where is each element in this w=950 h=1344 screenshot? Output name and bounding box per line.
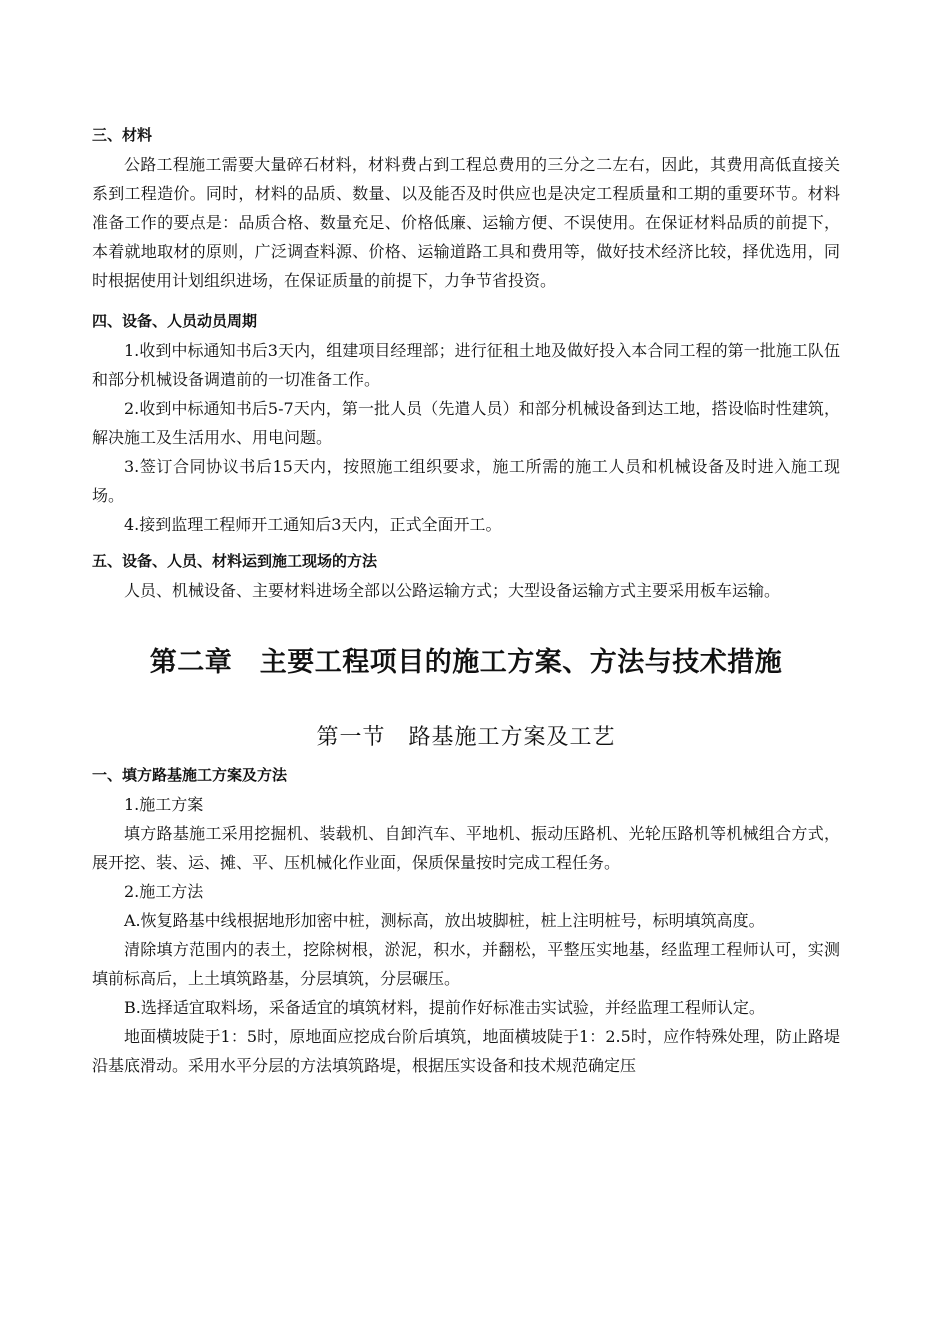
heading-materials: 三、材料 <box>92 126 153 144</box>
heading-transport-method: 五、设备、人员、材料运到施工现场的方法 <box>92 552 378 570</box>
paragraph-fill-6: B.选择适宜取料场，采备适宜的填筑材料，提前作好标准击实试验，并经监理工程师认定。 <box>124 998 765 1017</box>
document-content <box>92 121 840 1080</box>
heading-mobilization-period: 四、设备、人员动员周期 <box>92 312 258 330</box>
paragraph-fill-7: 地面横坡陡于1：5时，原地面应挖成台阶后填筑，地面横坡陡于1：2.5时，应作特殊处理，防止路堤沿基底滑动。采用水平分层的方法填筑路堤，根据压实设备和技术规范确定压 <box>92 1027 840 1075</box>
chapter-title: 第二章 主要工程项目的施工方案、方法与技术措施 <box>149 647 783 678</box>
paragraph-fill-5: 清除填方范围内的表土，挖除树根，淤泥，积水，并翻松，平整压实地基，经监理工程师认可，实测填前标高后，上土填筑路基，分层填筑，分层碾压。 <box>92 940 840 988</box>
paragraph-materials: 公路工程施工需要大量碎石材料，材料费占到工程总费用的三分之二左右，因此，其费用高低直接关系到工程造价。同时，材料的品质、数量、以及能否及时供应也是决定工程质量和工期的重要环节。材料准备工作的要点是：品质合格、数量充足、价格低廉、运输方便、不误使用。在保证材料品质的前提下，本着就地取材的原则，广泛调查料源、价格、运输道路工具和费用等，做好技术经济比较，择优选用，同时根据使用计划组织进场，在保证质量的前提下，力争节省投资。 <box>92 155 840 290</box>
paragraph-mobilization-4: 4.接到监理工程师开工通知后3天内，正式全面开工。 <box>124 515 502 534</box>
paragraph-transport: 人员、机械设备、主要材料进场全部以公路运输方式；大型设备运输方式主要采用板车运输。 <box>124 581 781 600</box>
heading-fill-subgrade: 一、填方路基施工方案及方法 <box>92 766 288 784</box>
paragraph-fill-2: 填方路基施工采用挖掘机、装载机、自卸汽车、平地机、振动压路机、光轮压路机等机械组合方式，展开挖、装、运、摊、平、压机械化作业面，保质保量按时完成工程任务。 <box>92 824 840 872</box>
paragraph-mobilization-2: 2.收到中标通知书后5-7天内，第一批人员（先遣人员）和部分机械设备到达工地，搭设临时性建筑，解决施工及生活用水、用电问题。 <box>92 399 840 447</box>
paragraph-fill-1: 1.施工方案 <box>124 795 204 814</box>
paragraph-fill-4: A.恢复路基中线根据地形加密中桩，测标高，放出坡脚桩，桩上注明桩号，标明填筑高度。 <box>124 911 765 930</box>
paragraph-mobilization-3: 3.签订合同协议书后15天内，按照施工组织要求，施工所需的施工人员和机械设备及时进入施工现场。 <box>92 457 840 505</box>
paragraph-mobilization-1: 1.收到中标通知书后3天内，组建项目经理部；进行征租土地及做好投入本合同工程的第一批施工队伍和部分机械设备调遣前的一切准备工作。 <box>92 341 840 389</box>
paragraph-fill-3: 2.施工方法 <box>124 882 204 901</box>
section-title: 第一节 路基施工方案及工艺 <box>316 725 616 750</box>
